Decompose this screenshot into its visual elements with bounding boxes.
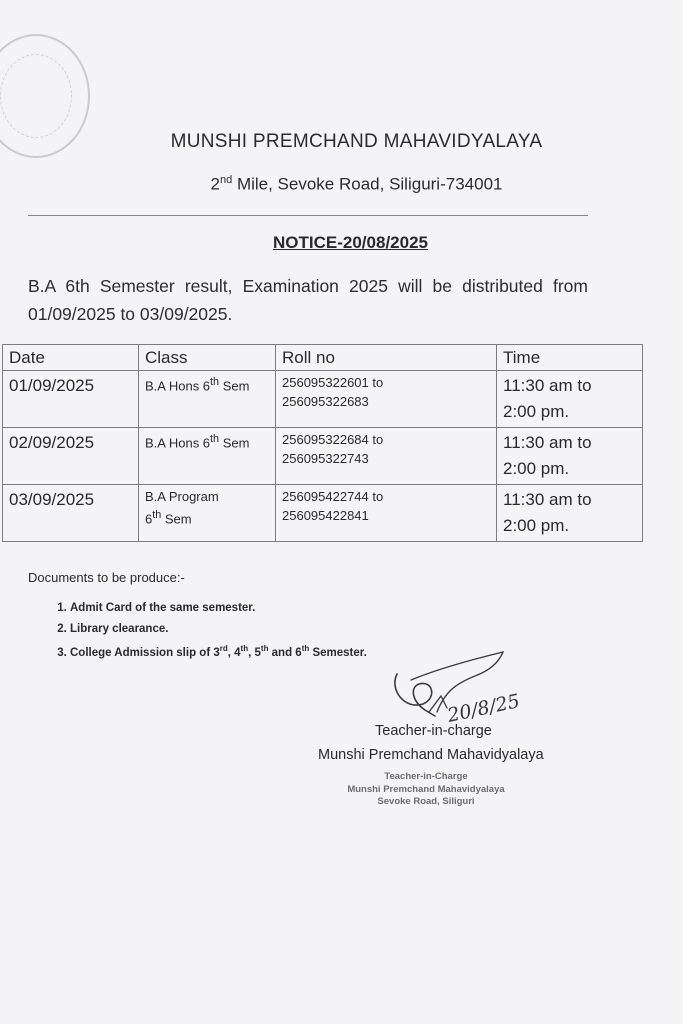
class-ordinal: th <box>210 376 220 388</box>
notice-intro: B.A 6th Semester result, Examination 2025 will be distributed from 01/09/2025 to 03/09/2025. <box>28 276 588 324</box>
stamp-line-3: Sevoke Road, Siliguri <box>377 796 475 807</box>
header-time: Time <box>497 345 643 371</box>
time-start: 11:30 am to <box>503 376 592 395</box>
time-start: 11:30 am to <box>503 490 592 509</box>
roll-end: 256095422841 <box>282 508 369 523</box>
ordinal-th: th <box>260 644 269 653</box>
list-item: 1. Admit Card of the same semester. <box>70 598 367 619</box>
seal-inner-ring <box>0 54 72 138</box>
office-stamp <box>346 771 506 809</box>
row-class <box>139 428 276 485</box>
list-item <box>70 639 367 663</box>
row-date: 03/09/2025 <box>3 485 139 542</box>
item-text: College Admission slip of 3 <box>70 646 220 659</box>
roll-start: 256095422744 to <box>282 489 384 504</box>
roll-start: 256095322601 to <box>282 375 384 390</box>
class-number: 6 <box>145 511 153 527</box>
ordinal-th: th <box>301 644 310 653</box>
address-number: 2 <box>210 174 220 194</box>
row-date: 01/09/2025 <box>3 371 139 428</box>
roll-start: 256095322684 to <box>282 432 384 447</box>
class-semester <box>145 506 269 528</box>
item-text: Semester. <box>309 646 367 659</box>
college-address <box>0 174 683 195</box>
header-roll-no: Roll no <box>276 345 497 371</box>
table-row <box>3 485 643 542</box>
table-row <box>3 371 643 428</box>
row-class <box>139 371 276 428</box>
class-tail: Sem <box>219 378 250 394</box>
time-end: 2:00 pm. <box>503 402 570 421</box>
header-class: Class <box>139 345 276 371</box>
stamp-line-1: Teacher-in-Charge <box>384 771 468 782</box>
signatory-institution: Munshi Premchand Mahavidyalaya <box>318 747 544 763</box>
row-roll-range <box>276 485 497 542</box>
row-date: 02/09/2025 <box>3 428 139 485</box>
table-header-row <box>3 345 643 371</box>
stamp-line-2: Munshi Premchand Mahavidyalaya <box>347 783 505 795</box>
signatory-designation: Teacher-in-charge <box>375 723 492 739</box>
roll-end: 256095322683 <box>282 394 369 409</box>
roll-end: 256095322743 <box>282 451 369 466</box>
time-end: 2:00 pm. <box>503 459 570 478</box>
header-date: Date <box>3 345 139 371</box>
documents-list <box>28 598 367 663</box>
row-class <box>139 485 276 542</box>
item-text: , 5 <box>248 646 261 659</box>
class-tail: Sem <box>161 511 192 527</box>
college-name: MUNSHI PREMCHAND MAHAVIDYALAYA <box>170 131 543 152</box>
class-ordinal: th <box>152 509 162 521</box>
class-text: B.A Hons 6 <box>145 378 211 394</box>
distribution-schedule-table <box>2 344 643 542</box>
signature-date: 20/8/25 <box>445 690 522 727</box>
header-divider <box>28 215 588 216</box>
ordinal-th: th <box>240 644 249 653</box>
row-roll-range <box>276 371 497 428</box>
class-program: B.A Program <box>145 489 219 504</box>
class-tail: Sem <box>219 435 250 451</box>
class-text: B.A Hons 6 <box>145 435 211 451</box>
time-start: 11:30 am to <box>503 433 592 452</box>
item-text: and 6 <box>268 646 302 659</box>
address-rest: Mile, Sevoke Road, Siliguri-734001 <box>232 174 503 194</box>
address-ordinal: nd <box>219 174 233 186</box>
documents-heading: Documents to be produce:- <box>28 570 185 585</box>
item-text: , 4 <box>227 646 241 659</box>
row-time <box>497 371 643 428</box>
row-time <box>497 428 643 485</box>
time-end: 2:00 pm. <box>503 516 570 535</box>
row-time <box>497 485 643 542</box>
notice-title: NOTICE-20/08/2025 <box>273 233 428 252</box>
ordinal-rd: rd <box>219 644 228 653</box>
class-ordinal: th <box>210 433 220 445</box>
table-row <box>3 428 643 485</box>
handwritten-signature <box>375 640 545 730</box>
list-item: 2. Library clearance. <box>70 619 367 640</box>
row-roll-range <box>276 428 497 485</box>
